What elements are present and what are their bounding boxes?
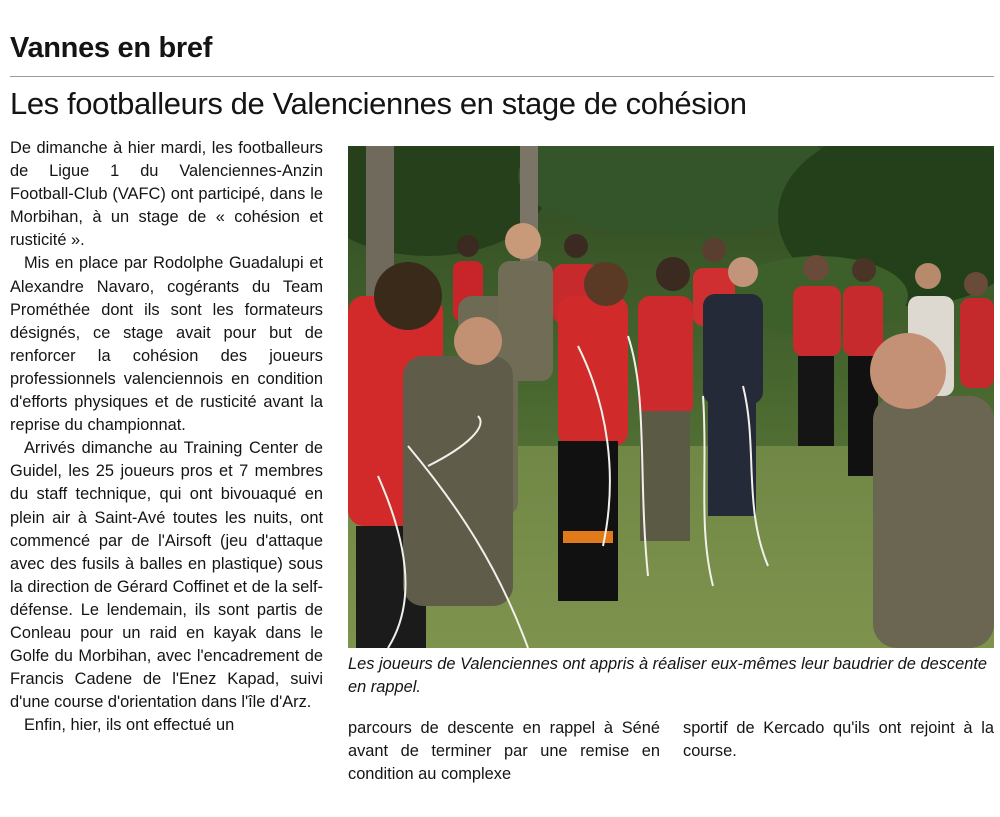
paragraph-3: Arrivés dimanche au Training Center de Guidel, les 25 joueurs pros et 7 membres du staff technique, qui ont bivouaqué en plein air à Saint-Avé toutes les nuits, ont commencé par de l'Airsoft (jeu d'attaque avec des fusils à balles en plastique) sous la direction de Gérard Coffinet et de la self-défense. Le lendemain, ils sont partis de Conleau pour un raid en kayak dans le Golfe du Morbihan, avec l'encadrement de Francis Cadene de l'Enez Kapad, suivi d'une course d'orientation dans l'île d'Arz. bbox=[10, 439, 323, 712]
article-headline: Les footballeurs de Valenciennes en stage de cohésion bbox=[10, 86, 747, 121]
forest-team-photo bbox=[348, 146, 994, 648]
article-column-1 bbox=[10, 137, 323, 737]
article-photo bbox=[348, 146, 994, 648]
paragraph-4: Enfin, hier, ils ont effectué un bbox=[24, 716, 235, 735]
paragraph-end: sportif de Kercado qu'ils ont rejoint à la course. bbox=[683, 719, 994, 761]
paragraph-continued: parcours de descente en rappel à Séné avant de terminer par une remise en condition au complexe bbox=[348, 719, 660, 784]
article-column-2 bbox=[348, 717, 660, 786]
paragraph-1: De dimanche à hier mardi, les footballeurs de Ligue 1 du Valenciennes-Anzin Football-Club (VAFC) ont participé, dans le Morbihan, à un stage de « cohésion et rusticité ». bbox=[10, 139, 323, 250]
article-column-3 bbox=[683, 717, 994, 763]
section-title: Vannes en bref bbox=[10, 32, 213, 64]
photo-caption: Les joueurs de Valenciennes ont appris à réaliser eux-mêmes leur baudrier de descente en rappel. bbox=[348, 655, 987, 696]
section-divider bbox=[10, 76, 994, 77]
player-center bbox=[558, 262, 628, 601]
paragraph-2: Mis en place par Rodolphe Guadalupi et Alexandre Navaro, cogérants du Team Prométhée dont ils sont les formateurs désignés, ce stage avait pour but de renforcer la cohésion des joueurs professionnels valenciennois en condition d'efforts physiques et de rusticité avant la reprise du championnat. bbox=[10, 254, 323, 435]
